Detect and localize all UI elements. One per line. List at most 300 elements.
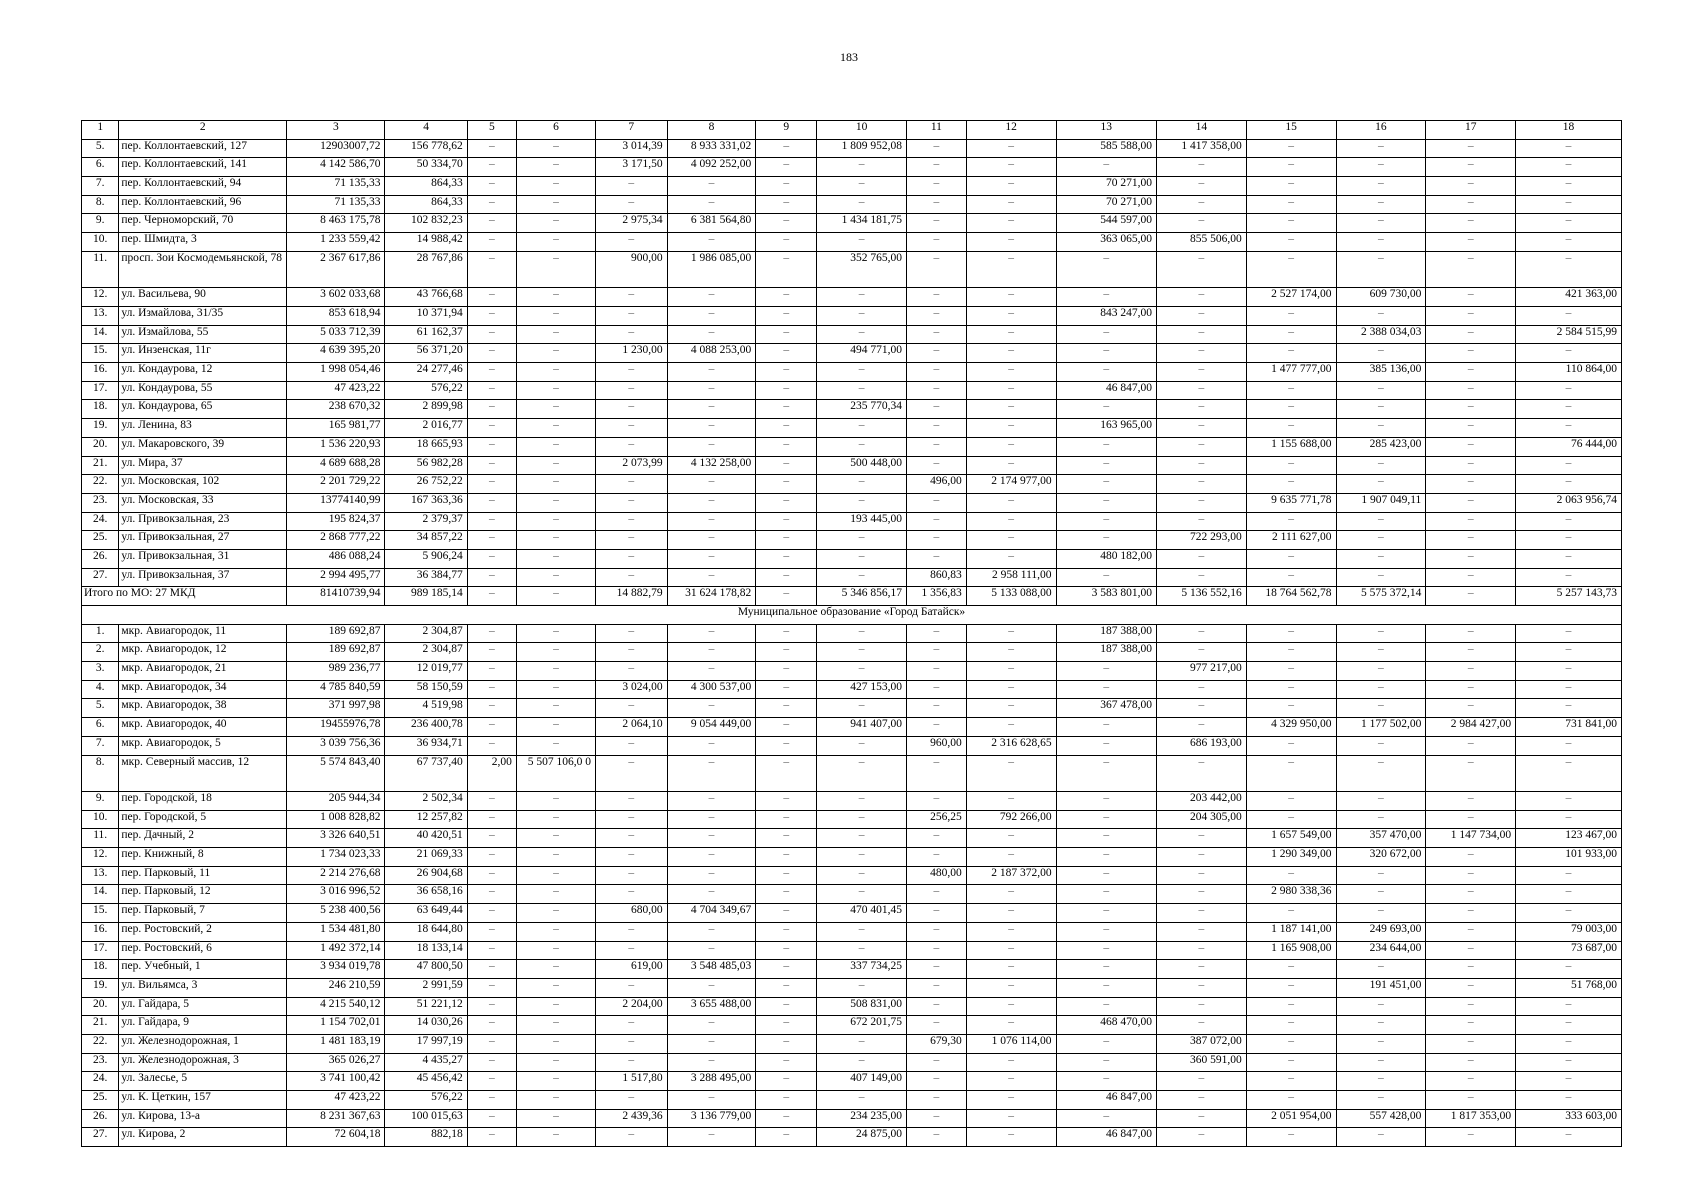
row-index: 15.: [82, 904, 119, 923]
col-16-cell: –: [1336, 381, 1426, 400]
col-7-cell: 3 171,50: [596, 158, 668, 177]
col-17-cell: –: [1426, 941, 1516, 960]
col-10-cell: 234 235,00: [817, 1109, 907, 1128]
col-4-cell: 36 384,77: [385, 568, 467, 587]
col-4-cell: 10 371,94: [385, 307, 467, 326]
col-16-cell: –: [1336, 177, 1426, 196]
col-3-cell: 205 944,34: [287, 792, 385, 811]
col-16-cell: –: [1336, 307, 1426, 326]
table-row: [82, 568, 1622, 587]
col-15-cell: –: [1246, 177, 1336, 196]
col-3-cell: 246 210,59: [287, 978, 385, 997]
total-col-9-cell: –: [756, 587, 817, 606]
col-13-cell: 843 247,00: [1056, 307, 1156, 326]
col-14-cell: –: [1157, 699, 1247, 718]
col-18-cell: 2 063 956,74: [1516, 493, 1622, 512]
col-5-cell: –: [467, 699, 516, 718]
col-7-cell: –: [596, 325, 668, 344]
col-17-cell: –: [1426, 288, 1516, 307]
table-row: [82, 1072, 1622, 1091]
col-16-cell: –: [1336, 1128, 1426, 1147]
table-row: [82, 662, 1622, 681]
row-index: 14.: [82, 325, 119, 344]
col-8-cell: –: [667, 512, 756, 531]
address-cell: ул. Залесье, 5: [119, 1072, 287, 1091]
col-6-cell: –: [516, 1053, 595, 1072]
col-10-cell: –: [817, 531, 907, 550]
address-cell: ул. Инзенская, 11г: [119, 344, 287, 363]
row-index: 11.: [82, 251, 119, 288]
col-5-cell: –: [467, 997, 516, 1016]
col-14-cell: –: [1157, 214, 1247, 233]
col-6-cell: –: [516, 381, 595, 400]
row-index: 18.: [82, 400, 119, 419]
address-cell: пер. Городской, 18: [119, 792, 287, 811]
col-12-cell: –: [966, 139, 1056, 158]
column-header-7: 7: [596, 121, 668, 140]
table-row: [82, 1128, 1622, 1147]
col-4-cell: 18 665,93: [385, 437, 467, 456]
address-cell: пер. Черноморский, 70: [119, 214, 287, 233]
col-5-cell: –: [467, 437, 516, 456]
col-10-cell: –: [817, 1053, 907, 1072]
column-header-5: 5: [467, 121, 516, 140]
col-10-cell: –: [817, 419, 907, 438]
col-8-cell: –: [667, 363, 756, 382]
column-header-17: 17: [1426, 121, 1516, 140]
col-12-cell: –: [966, 848, 1056, 867]
col-17-cell: –: [1426, 978, 1516, 997]
col-15-cell: 1 165 908,00: [1246, 941, 1336, 960]
col-10-cell: –: [817, 1091, 907, 1110]
table-row: [82, 755, 1622, 792]
address-cell: ул. Измайлова, 31/35: [119, 307, 287, 326]
col-7-cell: 2 064,10: [596, 718, 668, 737]
col-11-cell: –: [906, 400, 966, 419]
col-3-cell: 853 618,94: [287, 307, 385, 326]
col-7-cell: –: [596, 885, 668, 904]
col-3-cell: 3 326 640,51: [287, 829, 385, 848]
col-11-cell: –: [906, 344, 966, 363]
table-row: [82, 643, 1622, 662]
col-6-cell: –: [516, 922, 595, 941]
total-col-6-cell: –: [516, 587, 595, 606]
col-15-cell: –: [1246, 960, 1336, 979]
col-9-cell: –: [756, 755, 817, 792]
col-4-cell: 14 988,42: [385, 233, 467, 252]
col-10-cell: –: [817, 922, 907, 941]
col-3-cell: 195 824,37: [287, 512, 385, 531]
col-3-cell: 2 994 495,77: [287, 568, 385, 587]
col-17-cell: –: [1426, 624, 1516, 643]
col-17-cell: –: [1426, 680, 1516, 699]
col-11-cell: –: [906, 195, 966, 214]
col-3-cell: 4 142 586,70: [287, 158, 385, 177]
col-17-cell: –: [1426, 512, 1516, 531]
col-10-cell: 193 445,00: [817, 512, 907, 531]
table-row: [82, 792, 1622, 811]
col-18-cell: –: [1516, 1091, 1622, 1110]
address-cell: мкр. Авиагородок, 5: [119, 736, 287, 755]
col-9-cell: –: [756, 325, 817, 344]
col-3-cell: 238 670,32: [287, 400, 385, 419]
col-13-cell: –: [1056, 755, 1156, 792]
col-6-cell: –: [516, 810, 595, 829]
col-15-cell: –: [1246, 325, 1336, 344]
col-11-cell: –: [906, 1072, 966, 1091]
col-5-cell: –: [467, 139, 516, 158]
col-15-cell: –: [1246, 1128, 1336, 1147]
column-header-16: 16: [1336, 121, 1426, 140]
col-7-cell: –: [596, 866, 668, 885]
col-16-cell: –: [1336, 699, 1426, 718]
row-index: 23.: [82, 1053, 119, 1072]
col-13-cell: –: [1056, 1072, 1156, 1091]
col-10-cell: –: [817, 643, 907, 662]
col-7-cell: –: [596, 493, 668, 512]
col-6-cell: –: [516, 680, 595, 699]
col-12-cell: –: [966, 1016, 1056, 1035]
table-row: [82, 736, 1622, 755]
col-9-cell: –: [756, 363, 817, 382]
col-10-cell: –: [817, 568, 907, 587]
col-18-cell: –: [1516, 344, 1622, 363]
col-9-cell: –: [756, 139, 817, 158]
col-9-cell: –: [756, 1128, 817, 1147]
col-10-cell: –: [817, 381, 907, 400]
col-3-cell: 13774140,99: [287, 493, 385, 512]
col-15-cell: –: [1246, 139, 1336, 158]
col-11-cell: –: [906, 829, 966, 848]
col-17-cell: –: [1426, 214, 1516, 233]
col-4-cell: 102 832,23: [385, 214, 467, 233]
row-index: 18.: [82, 960, 119, 979]
col-14-cell: –: [1157, 997, 1247, 1016]
col-6-cell: 5 507 106,0 0: [516, 755, 595, 792]
col-17-cell: –: [1426, 1053, 1516, 1072]
table-row: [82, 699, 1622, 718]
address-cell: мкр. Авиагородок, 12: [119, 643, 287, 662]
total-col-15-cell: 18 764 562,78: [1246, 587, 1336, 606]
col-10-cell: –: [817, 233, 907, 252]
total-col-11-cell: 1 356,83: [906, 587, 966, 606]
col-4-cell: 58 150,59: [385, 680, 467, 699]
col-14-cell: 722 293,00: [1157, 531, 1247, 550]
address-cell: пер. Коллонтаевский, 127: [119, 139, 287, 158]
col-14-cell: –: [1157, 848, 1247, 867]
col-7-cell: –: [596, 922, 668, 941]
table-row: [82, 680, 1622, 699]
col-12-cell: –: [966, 755, 1056, 792]
col-12-cell: –: [966, 904, 1056, 923]
col-11-cell: –: [906, 139, 966, 158]
col-13-cell: –: [1056, 904, 1156, 923]
col-13-cell: –: [1056, 1109, 1156, 1128]
col-14-cell: –: [1157, 718, 1247, 737]
col-11-cell: –: [906, 1091, 966, 1110]
table-row: [82, 960, 1622, 979]
col-11-cell: –: [906, 214, 966, 233]
table-row: [82, 531, 1622, 550]
row-index: 15.: [82, 344, 119, 363]
row-index: 9.: [82, 214, 119, 233]
col-14-cell: –: [1157, 251, 1247, 288]
col-7-cell: –: [596, 1128, 668, 1147]
row-index: 14.: [82, 885, 119, 904]
col-6-cell: –: [516, 643, 595, 662]
col-10-cell: –: [817, 549, 907, 568]
col-4-cell: 2 304,87: [385, 624, 467, 643]
col-7-cell: –: [596, 848, 668, 867]
col-8-cell: 3 288 495,00: [667, 1072, 756, 1091]
col-4-cell: 14 030,26: [385, 1016, 467, 1035]
col-17-cell: –: [1426, 643, 1516, 662]
col-12-cell: –: [966, 214, 1056, 233]
column-header-14: 14: [1157, 121, 1247, 140]
page-number: 183: [840, 50, 858, 64]
col-11-cell: –: [906, 381, 966, 400]
col-5-cell: –: [467, 344, 516, 363]
col-15-cell: –: [1246, 344, 1336, 363]
col-15-cell: –: [1246, 1034, 1336, 1053]
col-9-cell: –: [756, 699, 817, 718]
col-9-cell: –: [756, 997, 817, 1016]
col-5-cell: –: [467, 1128, 516, 1147]
col-14-cell: 204 305,00: [1157, 810, 1247, 829]
col-4-cell: 34 857,22: [385, 531, 467, 550]
col-12-cell: 792 266,00: [966, 810, 1056, 829]
col-6-cell: –: [516, 251, 595, 288]
col-4-cell: 12 257,82: [385, 810, 467, 829]
col-5-cell: –: [467, 1034, 516, 1053]
col-12-cell: –: [966, 307, 1056, 326]
col-3-cell: 989 236,77: [287, 662, 385, 681]
col-10-cell: –: [817, 829, 907, 848]
address-cell: ул. Железнодорожная, 3: [119, 1053, 287, 1072]
col-14-cell: –: [1157, 549, 1247, 568]
row-index: 12.: [82, 848, 119, 867]
col-16-cell: 385 136,00: [1336, 363, 1426, 382]
col-18-cell: –: [1516, 810, 1622, 829]
total-col-12-cell: 5 133 088,00: [966, 587, 1056, 606]
row-index: 3.: [82, 662, 119, 681]
col-12-cell: –: [966, 699, 1056, 718]
col-17-cell: –: [1426, 885, 1516, 904]
col-5-cell: –: [467, 288, 516, 307]
col-18-cell: –: [1516, 699, 1622, 718]
col-16-cell: –: [1336, 549, 1426, 568]
col-18-cell: –: [1516, 512, 1622, 531]
column-header-13: 13: [1056, 121, 1156, 140]
col-10-cell: –: [817, 307, 907, 326]
col-12-cell: –: [966, 381, 1056, 400]
table-row: [82, 848, 1622, 867]
col-6-cell: –: [516, 233, 595, 252]
col-11-cell: –: [906, 662, 966, 681]
col-6-cell: –: [516, 941, 595, 960]
address-cell: пер. Учебный, 1: [119, 960, 287, 979]
col-17-cell: –: [1426, 325, 1516, 344]
col-10-cell: 407 149,00: [817, 1072, 907, 1091]
col-14-cell: 977 217,00: [1157, 662, 1247, 681]
col-13-cell: –: [1056, 363, 1156, 382]
col-7-cell: 2 975,34: [596, 214, 668, 233]
col-12-cell: –: [966, 233, 1056, 252]
col-16-cell: 191 451,00: [1336, 978, 1426, 997]
col-8-cell: –: [667, 624, 756, 643]
col-6-cell: –: [516, 978, 595, 997]
col-3-cell: 72 604,18: [287, 1128, 385, 1147]
col-10-cell: –: [817, 288, 907, 307]
address-cell: пер. Ростовский, 2: [119, 922, 287, 941]
col-17-cell: –: [1426, 904, 1516, 923]
col-5-cell: –: [467, 662, 516, 681]
col-10-cell: –: [817, 978, 907, 997]
row-index: 22.: [82, 475, 119, 494]
col-15-cell: –: [1246, 512, 1336, 531]
col-7-cell: –: [596, 736, 668, 755]
col-16-cell: –: [1336, 810, 1426, 829]
col-9-cell: –: [756, 214, 817, 233]
col-9-cell: –: [756, 251, 817, 288]
col-13-cell: 46 847,00: [1056, 1128, 1156, 1147]
col-17-cell: –: [1426, 437, 1516, 456]
col-12-cell: 2 316 628,65: [966, 736, 1056, 755]
col-17-cell: –: [1426, 1034, 1516, 1053]
col-8-cell: –: [667, 885, 756, 904]
table-row: [82, 810, 1622, 829]
col-12-cell: 2 187 372,00: [966, 866, 1056, 885]
col-18-cell: –: [1516, 662, 1622, 681]
col-16-cell: –: [1336, 475, 1426, 494]
col-17-cell: –: [1426, 848, 1516, 867]
col-14-cell: –: [1157, 941, 1247, 960]
col-3-cell: 189 692,87: [287, 643, 385, 662]
col-16-cell: –: [1336, 531, 1426, 550]
col-14-cell: 387 072,00: [1157, 1034, 1247, 1053]
col-16-cell: 2 388 034,03: [1336, 325, 1426, 344]
column-header-1: 1: [82, 121, 119, 140]
col-6-cell: –: [516, 419, 595, 438]
col-15-cell: –: [1246, 419, 1336, 438]
col-7-cell: 680,00: [596, 904, 668, 923]
table-row: [82, 549, 1622, 568]
col-18-cell: 101 933,00: [1516, 848, 1622, 867]
col-9-cell: –: [756, 960, 817, 979]
address-cell: ул. Московская, 33: [119, 493, 287, 512]
col-9-cell: –: [756, 922, 817, 941]
col-8-cell: –: [667, 1091, 756, 1110]
col-9-cell: –: [756, 307, 817, 326]
col-5-cell: –: [467, 493, 516, 512]
col-17-cell: –: [1426, 997, 1516, 1016]
col-4-cell: 67 737,40: [385, 755, 467, 792]
address-cell: ул. Привокзальная, 27: [119, 531, 287, 550]
col-13-cell: –: [1056, 1053, 1156, 1072]
col-17-cell: –: [1426, 549, 1516, 568]
col-18-cell: –: [1516, 885, 1622, 904]
table-row: [82, 139, 1622, 158]
col-9-cell: –: [756, 568, 817, 587]
col-14-cell: –: [1157, 288, 1247, 307]
col-15-cell: –: [1246, 233, 1336, 252]
col-9-cell: –: [756, 643, 817, 662]
col-11-cell: –: [906, 643, 966, 662]
col-16-cell: –: [1336, 680, 1426, 699]
col-16-cell: –: [1336, 400, 1426, 419]
section-row: [82, 606, 1622, 625]
address-cell: пер. Книжный, 8: [119, 848, 287, 867]
col-16-cell: –: [1336, 960, 1426, 979]
row-index: 16.: [82, 922, 119, 941]
col-7-cell: 3 014,39: [596, 139, 668, 158]
col-11-cell: –: [906, 1016, 966, 1035]
col-12-cell: –: [966, 662, 1056, 681]
table-row: [82, 344, 1622, 363]
row-index: 7.: [82, 736, 119, 755]
col-16-cell: –: [1336, 904, 1426, 923]
col-3-cell: 1 008 828,82: [287, 810, 385, 829]
col-14-cell: –: [1157, 1016, 1247, 1035]
col-12-cell: –: [966, 1072, 1056, 1091]
col-5-cell: –: [467, 419, 516, 438]
col-4-cell: 156 778,62: [385, 139, 467, 158]
col-16-cell: 320 672,00: [1336, 848, 1426, 867]
total-label: Итого по МО: 27 МКД: [82, 587, 287, 606]
col-3-cell: 71 135,33: [287, 195, 385, 214]
col-7-cell: –: [596, 1091, 668, 1110]
col-11-cell: –: [906, 251, 966, 288]
col-10-cell: –: [817, 792, 907, 811]
col-10-cell: –: [817, 475, 907, 494]
col-5-cell: –: [467, 1072, 516, 1091]
col-17-cell: –: [1426, 233, 1516, 252]
col-12-cell: –: [966, 531, 1056, 550]
col-8-cell: 4 300 537,00: [667, 680, 756, 699]
col-6-cell: –: [516, 699, 595, 718]
col-14-cell: –: [1157, 381, 1247, 400]
col-13-cell: –: [1056, 718, 1156, 737]
col-7-cell: 2 073,99: [596, 456, 668, 475]
col-18-cell: –: [1516, 1016, 1622, 1035]
col-16-cell: 1 907 049,11: [1336, 493, 1426, 512]
col-4-cell: 5 906,24: [385, 549, 467, 568]
register-table: [81, 120, 1622, 1147]
col-12-cell: –: [966, 344, 1056, 363]
col-7-cell: –: [596, 177, 668, 196]
col-15-cell: 1 657 549,00: [1246, 829, 1336, 848]
col-9-cell: –: [756, 792, 817, 811]
table-row: [82, 1016, 1622, 1035]
col-5-cell: –: [467, 1053, 516, 1072]
col-4-cell: 18 644,80: [385, 922, 467, 941]
col-16-cell: –: [1336, 344, 1426, 363]
col-15-cell: –: [1246, 810, 1336, 829]
row-index: 21.: [82, 1016, 119, 1035]
col-6-cell: –: [516, 139, 595, 158]
col-9-cell: –: [756, 1034, 817, 1053]
col-13-cell: –: [1056, 792, 1156, 811]
col-14-cell: –: [1157, 344, 1247, 363]
col-10-cell: –: [817, 624, 907, 643]
col-14-cell: –: [1157, 680, 1247, 699]
col-13-cell: 163 965,00: [1056, 419, 1156, 438]
col-5-cell: –: [467, 568, 516, 587]
col-12-cell: 1 076 114,00: [966, 1034, 1056, 1053]
col-16-cell: –: [1336, 139, 1426, 158]
table-row: [82, 978, 1622, 997]
address-cell: ул. К. Цеткин, 157: [119, 1091, 287, 1110]
